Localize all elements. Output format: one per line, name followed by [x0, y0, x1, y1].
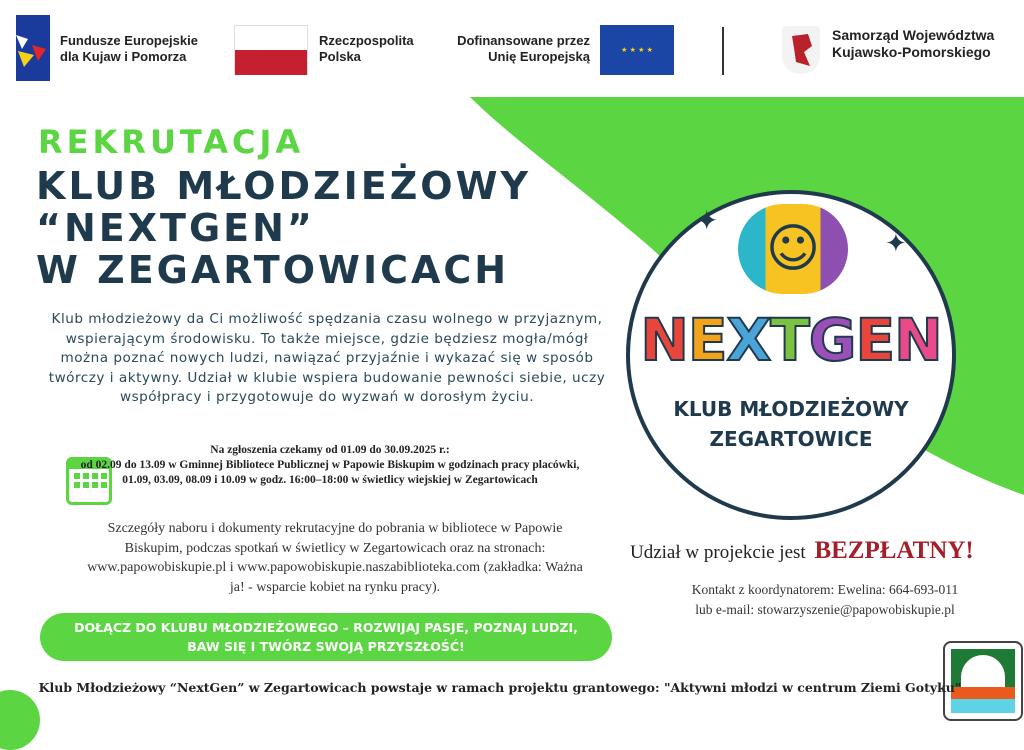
free-word: BEZPŁATNY!	[814, 537, 974, 564]
dates-block	[30, 443, 630, 488]
kp-text	[832, 27, 994, 61]
dates-title: Na zgłoszenia czekamy od 01.09 do 30.09.2025 r.:	[210, 444, 450, 456]
sparkle-icon: ✦	[695, 204, 719, 237]
fe-line1: Fundusze Europejskie	[60, 33, 198, 48]
eu-flag: ★ ★ ★ ★	[600, 25, 674, 75]
nextgen-wordmark	[630, 306, 952, 374]
contact-email: lub e-mail: stowarzyszenie@papowobiskupie.pl	[695, 602, 955, 617]
footer-text: Klub Młodzieżowy “NextGen” w Zegartowicach powstaje w ramach projektu grantowego: "Aktywni młodzi w centrum Ziemi Gotyku"	[38, 680, 962, 695]
eu-line2: Unię Europejską	[488, 49, 590, 64]
title-line1: KLUB MŁODZIEŻOWY	[36, 164, 532, 208]
eu-text	[440, 33, 590, 65]
kp-line2: Kujawsko-Pomorskiego	[832, 44, 991, 60]
smiley-speech-bubble-icon: ☺	[738, 204, 848, 294]
nextgen-letter: N	[640, 306, 688, 374]
fe-line2: dla Kujaw i Pomorza	[60, 49, 187, 64]
divider	[722, 27, 724, 75]
nextgen-letter: T	[770, 306, 809, 374]
contact	[665, 580, 985, 620]
sparkle-icon: ✦	[885, 229, 907, 259]
green-circle-bottom-left	[0, 690, 40, 750]
polish-flag	[234, 25, 308, 75]
free-prefix: Udział w projekcie jest	[630, 542, 806, 563]
contact-phone: Kontakt z koordynatorem: Ewelina: 664-693-011	[691, 582, 959, 597]
cta-line2: BAW SIĘ I TWÓRZ SWOJĄ PRZYSZŁOŚĆ!	[187, 639, 465, 654]
badge-line1: KLUB MŁODZIEŻOWY	[673, 397, 909, 421]
dates-line1: od 02.09 do 13.09 w Gminnej Bibliotece Publicznej w Papowie Biskupim w godzinach pracy placówki,	[80, 459, 580, 471]
title-line3: W ZEGARTOWICACH	[36, 248, 510, 292]
rp-line1: Rzeczpospolita	[319, 33, 414, 48]
dates-line2: 01.09, 03.09, 08.09 i 10.09 w godz. 16:00–18:00 w świetlicy wiejskiej w Zegartowicach	[122, 474, 538, 486]
fe-logo-text	[60, 33, 198, 65]
eu-line1: Dofinansowane przez	[457, 33, 590, 48]
nextgen-letter: G	[808, 306, 856, 374]
description: Klub młodzieżowy da Ci możliwość spędzania czasu wolnego w przyjaznym, wspierającym środowisku. To także miejsce, gdzie będziesz mogła/mógł można poznać nowych ludzi, nawiązać przyjaźnie i wykazać się w sposób twórczy i aktywny. Udział w klubie wspiera budowanie pewności siebie, uczy współpracy i przygotowuje do wyzwań w dorosłym życiu.	[48, 311, 606, 405]
cta-line1: DOŁĄCZ DO KLUBU MŁODZIEŻOWEGO – ROZWIJAJ PASJE, POZNAJ LUDZI,	[74, 620, 578, 635]
page-title	[36, 165, 531, 291]
cta-banner	[40, 613, 612, 661]
badge-line2: ZEGARTOWICE	[709, 427, 873, 451]
rp-text	[319, 33, 414, 65]
kicker: REKRUTACJA	[38, 123, 305, 161]
fe-logo	[16, 15, 50, 81]
nextgen-letter: N	[894, 306, 942, 374]
nextgen-letter: E	[687, 306, 727, 374]
rp-line2: Polska	[319, 49, 361, 64]
nextgen-letter: E	[855, 306, 895, 374]
kp-crest-icon	[782, 26, 820, 74]
nextgen-badge	[626, 190, 956, 520]
title-line2: “NEXTGEN”	[36, 206, 315, 250]
details: Szczegóły naboru i dokumenty rekrutacyjne do pobrania w bibliotece w Papowie Biskupim, podczas spotkań w świetlicy w Zegartowicach oraz na stronach: www.papowobiskupie.pl i www.papowobiskupie.naszabiblioteka.com (zakładka: Ważna ja! - wsparcie kobiet na rynku pracy).	[87, 521, 583, 595]
free-notice	[630, 537, 974, 565]
kp-line1: Samorząd Województwa	[832, 27, 995, 43]
nextgen-letter: X	[726, 306, 771, 374]
